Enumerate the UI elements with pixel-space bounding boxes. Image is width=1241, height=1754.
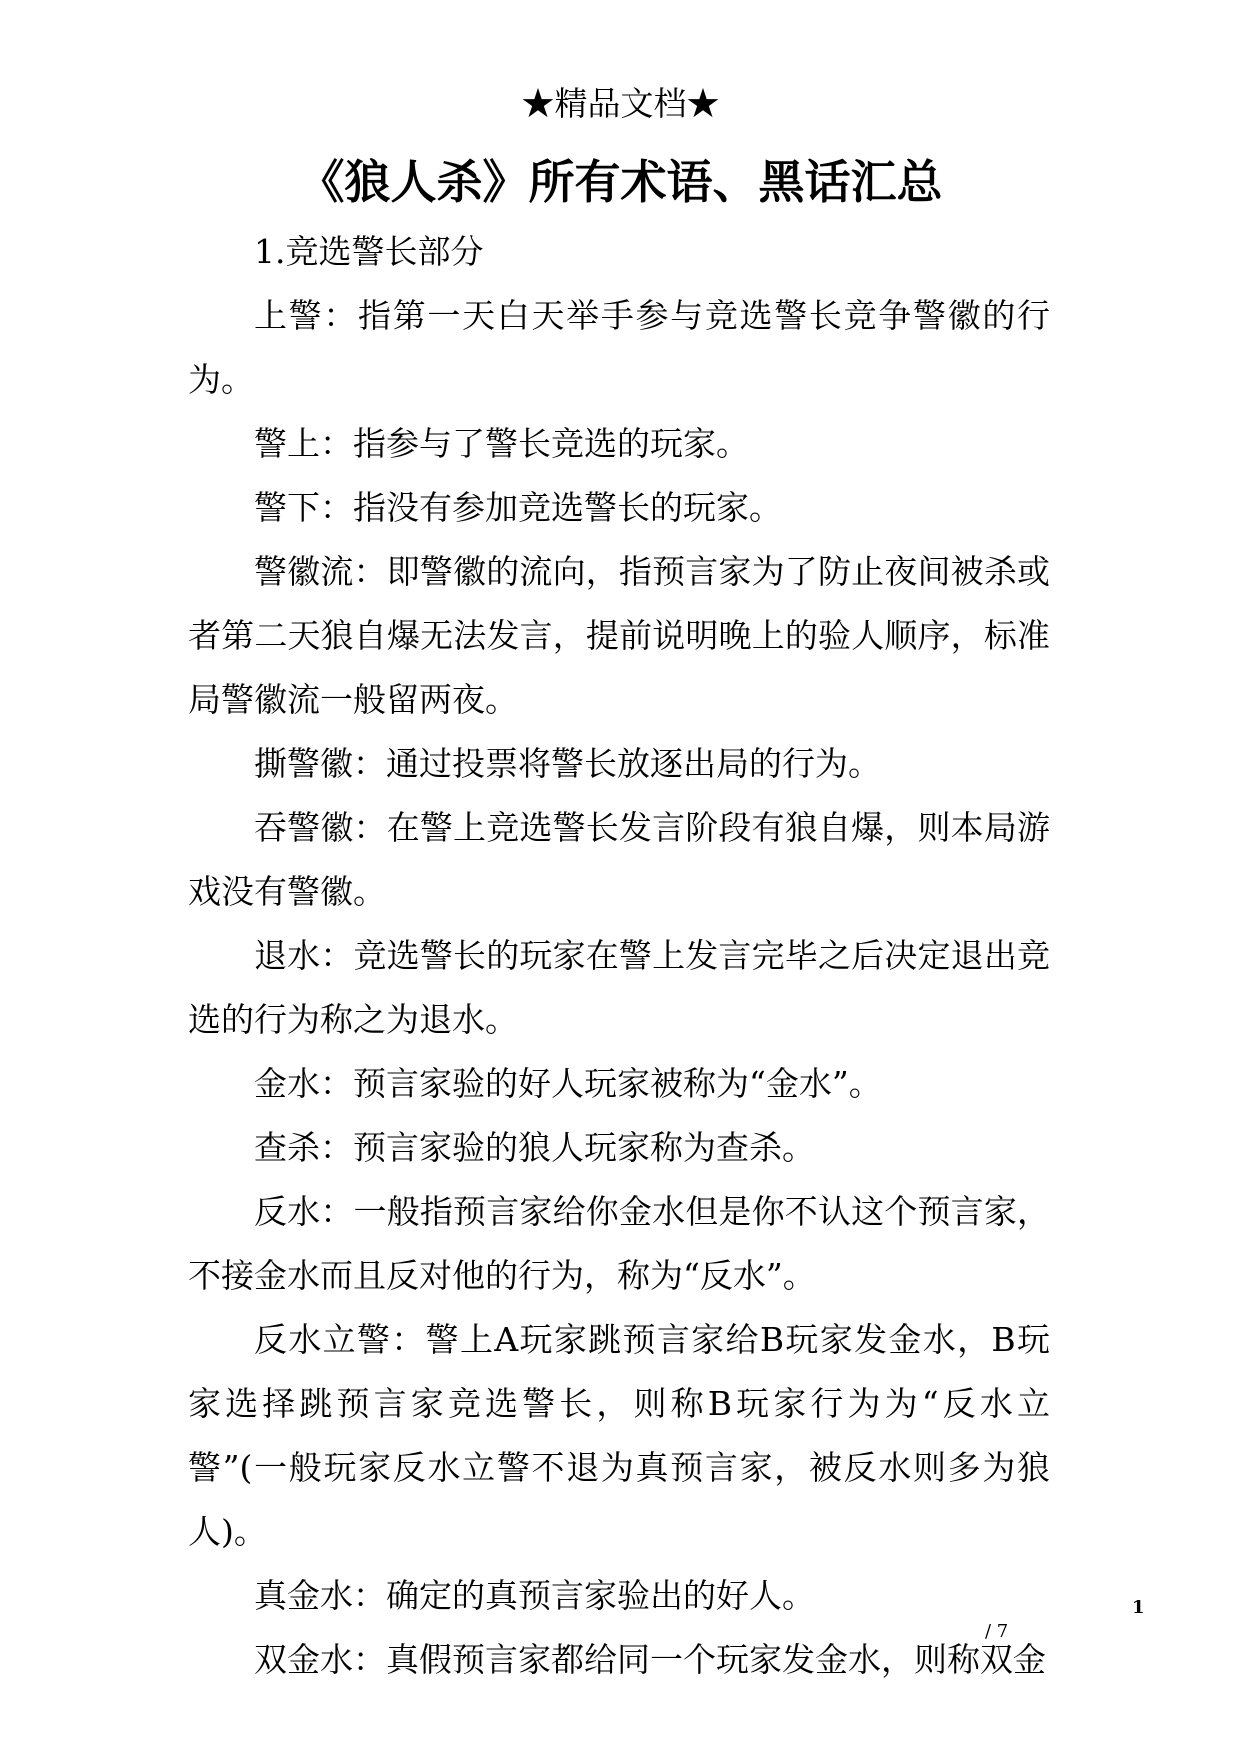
paragraph: 金水：预言家验的好人玩家被称为“金水”。	[254, 1064, 882, 1103]
paragraph: 真金水：确定的真预言家验出的好人。	[254, 1576, 815, 1615]
page-number: 1	[1132, 1597, 1145, 1618]
section-heading: 1.竞选警长部分	[254, 232, 484, 271]
paragraph: 上警：指第一天白天举手参与竞选警长竞争警徽的行为。	[188, 296, 1050, 399]
document-body	[188, 220, 1050, 1692]
document-header: ★精品文档★	[521, 84, 720, 123]
paragraph: 警下：指没有参加竞选警长的玩家。	[254, 488, 782, 527]
paragraph: 查杀：预言家验的狼人玩家称为查杀。	[254, 1128, 815, 1167]
page-total: / 7	[985, 1621, 1009, 1642]
paragraph: 反水：一般指预言家给你金水但是你不认这个预言家，不接金水而且反对他的行为，称为“反水”。	[188, 1192, 1050, 1295]
paragraph: 撕警徽：通过投票将警长放逐出局的行为。	[254, 744, 881, 783]
document-title: 《狼人杀》所有术语、黑话汇总	[298, 155, 943, 209]
paragraph: 吞警徽：在警上竞选警长发言阶段有狼自爆，则本局游戏没有警徽。	[188, 808, 1050, 911]
paragraph: 退水：竞选警长的玩家在警上发言完毕之后决定退出竞选的行为称之为退水。	[188, 936, 1050, 1039]
paragraph: 反水立警：警上A玩家跳预言家给B玩家发金水，B玩家选择跳预言家竞选警长，则称B玩家行为为“反水立警”(一般玩家反水立警不退为真预言家，被反水则多为狼人)。	[188, 1320, 1050, 1551]
paragraph: 警徽流：即警徽的流向，指预言家为了防止夜间被杀或者第二天狼自爆无法发言，提前说明晚上的验人顺序，标准局警徽流一般留两夜。	[188, 552, 1050, 719]
paragraph: 双金水：真假预言家都给同一个玩家发金水，则称双金	[254, 1640, 1046, 1679]
paragraph: 警上：指参与了警长竞选的玩家。	[254, 424, 749, 463]
